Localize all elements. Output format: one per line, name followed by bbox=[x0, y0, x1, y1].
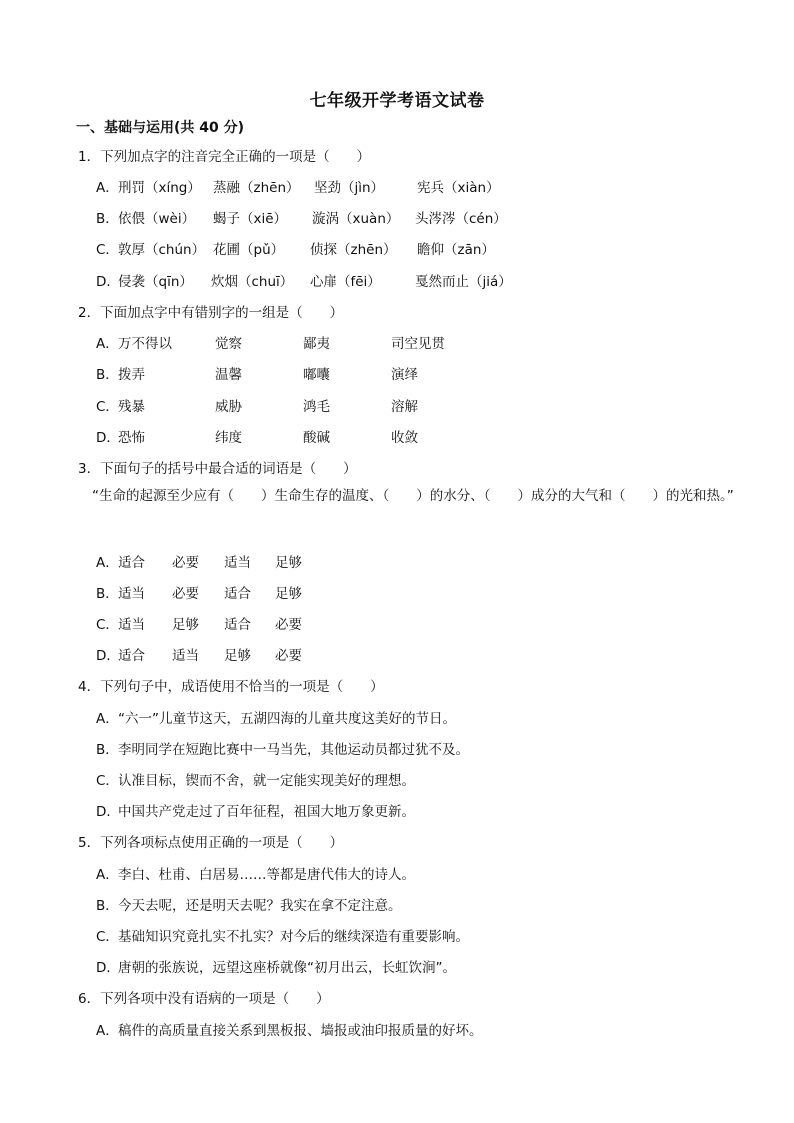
option-item: 足够 bbox=[275, 586, 302, 602]
option-letter: B． bbox=[96, 586, 119, 602]
option-item: 侵袭（qīn） bbox=[118, 274, 193, 290]
option-letter: C． bbox=[96, 399, 119, 415]
option-text: 李白、杜甫、白居易……等都是唐代伟大的诗人。 bbox=[118, 867, 415, 883]
q3-option-a[interactable] bbox=[96, 551, 302, 571]
q1-option-a[interactable] bbox=[96, 176, 500, 196]
question-6-stem: 6．下列各项中没有语病的一项是（ ） bbox=[78, 991, 330, 1007]
option-item: 适当 bbox=[118, 617, 145, 633]
option-item: 刑罚（xíng） bbox=[118, 180, 201, 196]
option-item: 司空见贯 bbox=[391, 336, 445, 352]
option-item: 适当 bbox=[118, 586, 145, 602]
option-text: “六一”儿童节这天，五湖四海的儿童共度这美好的节日。 bbox=[118, 711, 456, 727]
option-letter: C． bbox=[96, 242, 119, 258]
option-item: 适当 bbox=[172, 648, 199, 664]
question-2-stem: 2．下面加点字中有错别字的一组是（ ） bbox=[78, 305, 344, 321]
option-item: 敦厚（chún） bbox=[118, 242, 206, 258]
q2-option-d[interactable] bbox=[96, 426, 418, 446]
option-item: 温馨 bbox=[215, 367, 242, 383]
option-item: 戛然而止（jiá） bbox=[415, 274, 512, 290]
option-letter: A． bbox=[96, 180, 119, 196]
option-item: 残暴 bbox=[118, 399, 145, 415]
option-item: 必要 bbox=[275, 617, 302, 633]
option-item: 必要 bbox=[172, 555, 199, 571]
q4-option-d[interactable] bbox=[96, 800, 415, 820]
q1-option-c[interactable] bbox=[96, 238, 495, 258]
option-item: 足够 bbox=[275, 555, 302, 571]
q5-option-b[interactable] bbox=[96, 894, 402, 914]
q1-option-d[interactable] bbox=[96, 270, 512, 290]
q2-option-b[interactable] bbox=[96, 363, 418, 383]
question-5-stem: 5．下列各项标点使用正确的一项是（ ） bbox=[78, 835, 344, 851]
option-item: 拨弄 bbox=[118, 367, 145, 383]
option-item: 觉察 bbox=[215, 336, 242, 352]
page-title: 七年级开学考语文试卷 bbox=[309, 91, 485, 111]
q3-option-c[interactable] bbox=[96, 613, 302, 633]
option-item: 万不得以 bbox=[118, 336, 172, 352]
option-text: 稿件的高质量直接关系到黑板报、墙报或油印报质量的好坏。 bbox=[118, 1023, 483, 1039]
option-text: 唐朝的张族说，远望这座桥就像“初月出云，长虹饮涧”。 bbox=[118, 960, 456, 976]
option-item: 适合 bbox=[224, 586, 251, 602]
option-item: 酸碱 bbox=[303, 430, 330, 446]
option-letter: B． bbox=[96, 898, 119, 914]
option-item: 蝎子（xiē） bbox=[213, 211, 288, 227]
option-item: 花圃（pǔ） bbox=[213, 242, 285, 258]
option-letter: A． bbox=[96, 711, 119, 727]
option-letter: A． bbox=[96, 336, 119, 352]
option-letter: A． bbox=[96, 555, 119, 571]
option-letter: C． bbox=[96, 617, 119, 633]
option-item: 适合 bbox=[224, 617, 251, 633]
option-item: 坚劲（jìn） bbox=[314, 180, 385, 196]
option-letter: C． bbox=[96, 929, 119, 945]
option-item: 威胁 bbox=[215, 399, 242, 415]
option-item: 演绎 bbox=[391, 367, 418, 383]
option-text: 李明同学在短跑比赛中一马当先，其他运动员都过犹不及。 bbox=[118, 742, 469, 758]
option-item: 依偎（wèi） bbox=[118, 211, 196, 227]
option-item: 瞻仰（zān） bbox=[417, 242, 495, 258]
option-item: 头涔涔（cén） bbox=[415, 211, 507, 227]
q2-option-a[interactable] bbox=[96, 332, 445, 352]
option-item: 炊烟（chuī） bbox=[211, 274, 294, 290]
option-item: 鄙夷 bbox=[303, 336, 330, 352]
option-letter: D． bbox=[96, 960, 120, 976]
option-letter: B． bbox=[96, 211, 119, 227]
q6-option-a[interactable] bbox=[96, 1019, 483, 1039]
q5-option-a[interactable] bbox=[96, 863, 415, 883]
option-item: 蒸融（zhēn） bbox=[213, 180, 300, 196]
option-letter: C． bbox=[96, 773, 119, 789]
option-letter: B． bbox=[96, 742, 119, 758]
q3-option-d[interactable] bbox=[96, 644, 302, 664]
option-item: 纬度 bbox=[215, 430, 242, 446]
option-text: 认准目标，锲而不舍，就一定能实现美好的理想。 bbox=[118, 773, 415, 789]
option-text: 中国共产党走过了百年征程，祖国大地万象更新。 bbox=[118, 804, 415, 820]
option-item: 漩涡（xuàn） bbox=[312, 211, 400, 227]
option-item: 溶解 bbox=[391, 399, 418, 415]
option-item: 适合 bbox=[118, 648, 145, 664]
q3-option-b[interactable] bbox=[96, 582, 302, 602]
option-item: 适当 bbox=[224, 555, 251, 571]
option-text: 今天去呢，还是明天去呢？我实在拿不定注意。 bbox=[118, 898, 402, 914]
q5-option-d[interactable] bbox=[96, 956, 456, 976]
q5-option-c[interactable] bbox=[96, 925, 469, 945]
q1-option-b[interactable] bbox=[96, 207, 507, 227]
option-letter: B． bbox=[96, 367, 119, 383]
option-letter: A． bbox=[96, 867, 119, 883]
option-item: 嘟囔 bbox=[303, 367, 330, 383]
option-item: 恐怖 bbox=[118, 430, 145, 446]
section-heading: 一、基础与运用(共 40 分) bbox=[76, 120, 245, 136]
option-letter: A． bbox=[96, 1023, 119, 1039]
option-item: 必要 bbox=[172, 586, 199, 602]
option-item: 侦探（zhēn） bbox=[310, 242, 397, 258]
option-item: 必要 bbox=[275, 648, 302, 664]
option-letter: D． bbox=[96, 804, 120, 820]
question-4-stem: 4．下列句子中，成语使用不恰当的一项是（ ） bbox=[78, 679, 384, 695]
option-item: 心扉（fēi） bbox=[310, 274, 381, 290]
q4-option-a[interactable] bbox=[96, 707, 456, 727]
option-item: 鸿毛 bbox=[303, 399, 330, 415]
option-letter: D． bbox=[96, 274, 120, 290]
option-item: 适合 bbox=[118, 555, 145, 571]
q4-option-c[interactable] bbox=[96, 769, 415, 789]
option-letter: D． bbox=[96, 648, 120, 664]
question-1-stem: 1．下列加点字的注音完全正确的一项是（ ） bbox=[78, 149, 371, 165]
question-3-stem: 3．下面句子的括号中最合适的词语是（ ） bbox=[78, 461, 357, 477]
q4-option-b[interactable] bbox=[96, 738, 469, 758]
option-item: 宪兵（xiàn） bbox=[417, 180, 500, 196]
option-item: 足够 bbox=[172, 617, 199, 633]
option-item: 足够 bbox=[224, 648, 251, 664]
question-3-quote: “生命的起源至少应有（ ）生命生存的温度、（ ）的水分、（ ）成分的大气和（ ）的光和热。” bbox=[92, 488, 734, 504]
option-letter: D． bbox=[96, 430, 120, 446]
option-item: 收敛 bbox=[391, 430, 418, 446]
option-text: 基础知识究竟扎实不扎实？对今后的继续深造有重要影响。 bbox=[118, 929, 469, 945]
q2-option-c[interactable] bbox=[96, 395, 418, 415]
